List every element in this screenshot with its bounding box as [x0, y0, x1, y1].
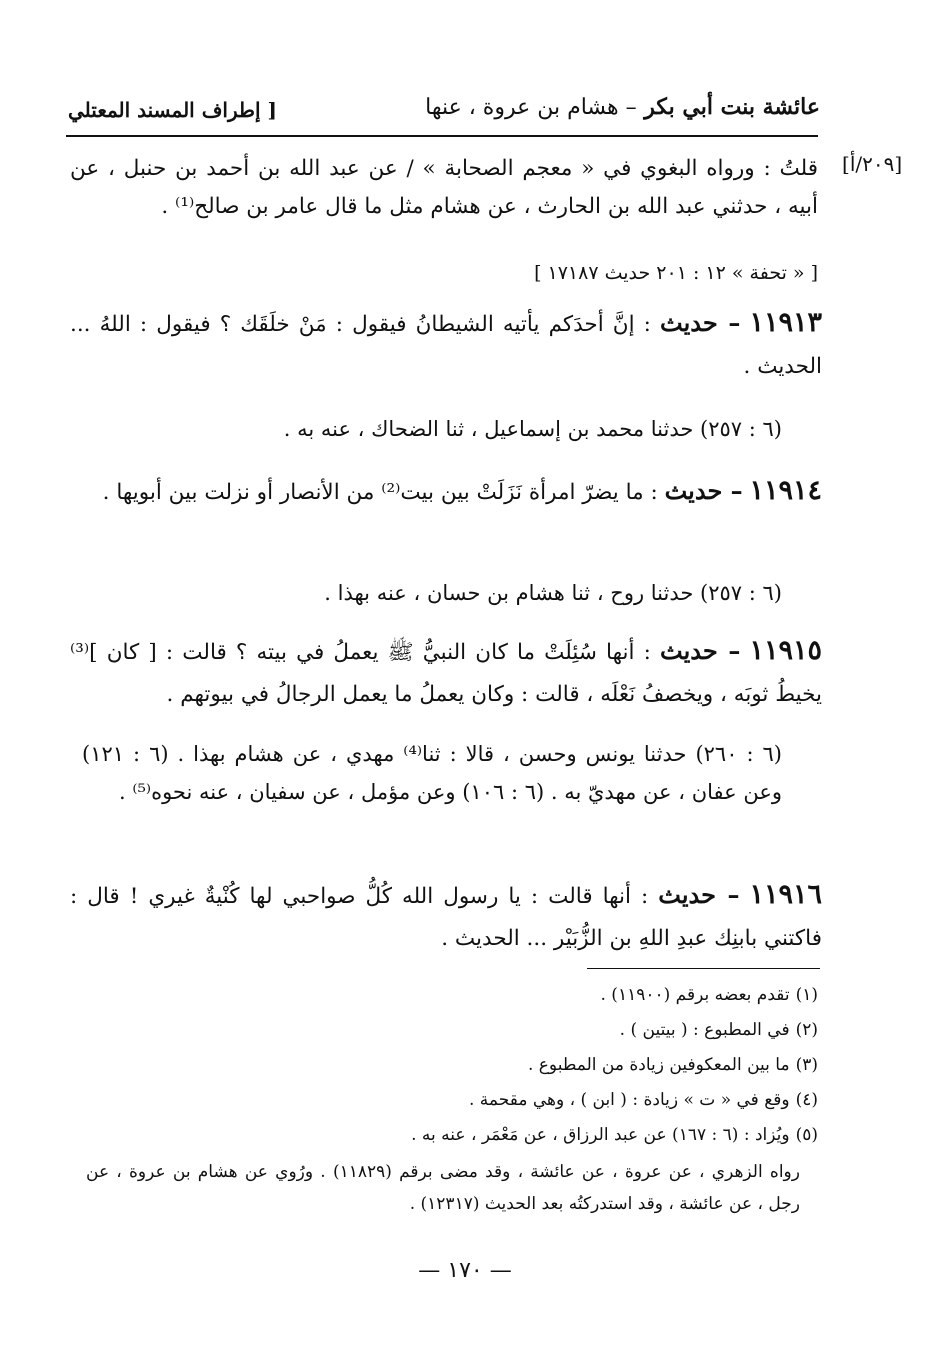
hadith-text: : ما يضرّ امرأة نَزَلَتْ بين بيت⁽²⁾ من الأنصار أو نزلت بين أبويها .: [102, 480, 658, 505]
tuhfa-reference: [ « تحفة » ١٢ : ٢٠١ حديث ١٧١٨٧ ]: [534, 262, 818, 284]
header-title-rest: – هشام بن عروة ، عنها: [425, 95, 637, 120]
hadith-entry: [70, 630, 822, 716]
footnote-text: ما بين المعكوفين زيادة من المطبوع .: [527, 1055, 790, 1075]
footnote-number: (٣): [795, 1055, 818, 1075]
hadith-text: : إنَّ أحدَكم يأتيه الشيطانُ فيقول : مَنْ خلَقَك ؟ فيقول : اللهُ ... الحديث .: [70, 312, 822, 379]
hadith-label: – حديث: [664, 476, 743, 505]
running-header-left: [ إطراف المسند المعتلي: [68, 98, 277, 122]
header-divider: [66, 135, 818, 137]
footnote-number: (٥): [795, 1125, 818, 1145]
footnotes: [411, 978, 818, 1153]
hadith-number: ١١٩١٣: [749, 307, 822, 338]
hadith-isnad: (٦ : ٢٦٠) حدثنا يونس وحسن ، قالا : ثنا⁽⁴⁾ مهدي ، عن هشام بهذا . (٦ : ١٢١) وعن عفان ، عن مهديّ به . (٦ : ١٠٦) وعن مؤمل ، عن سفيان ، عنه نحوه⁽⁵⁾ .: [82, 742, 782, 804]
paragraph-note: قلتُ : ورواه البغوي في « معجم الصحابة » / عن عبد الله بن أحمد بن حنبل ، عن أبيه ، حدثني عبد الله بن الحارث ، عن هشام مثل ما قال عامر بن صالح⁽¹⁾ .: [70, 156, 818, 219]
hadith-text: : أنها قالت : يا رسول الله كُلُّ صواحبي لها كُنْيةٌ غيري ! قال : فاكتني بابنِك عبدِ اللهِ بن الزُّبَيْر ... الحديث .: [70, 884, 822, 951]
footnote-text: ويُزاد : (٦ : ١٦٧) عن عبد الرزاق ، عن مَعْمَر ، عنه به .: [411, 1125, 790, 1145]
header-title-bold: عائشة بنت أبي بكر: [644, 94, 820, 120]
hadith-number: ١١٩١٦: [749, 879, 822, 910]
hadith-label: – حديث: [660, 636, 741, 665]
footnote-number: (٢): [795, 1020, 818, 1040]
footnote-text: في المطبوع : ( بيتين ) .: [619, 1020, 790, 1040]
hadith-entry: [70, 470, 822, 514]
footnote-number: (١): [795, 985, 818, 1005]
footnote-item: [411, 1083, 818, 1118]
footnote-text: وقع في « ت » زيادة : ( ابن ) ، وهي مقحمة .: [469, 1090, 790, 1110]
hadith-number: ١١٩١٤: [749, 475, 822, 506]
page-number: — ١٧٠ —: [418, 1258, 512, 1283]
footnote-item: [411, 1013, 818, 1048]
hadith-number: ١١٩١٥: [749, 635, 822, 666]
hadith-label: – حديث: [658, 880, 740, 909]
footnote-item: [411, 1048, 818, 1083]
footnote-text: تقدم بعضه برقم (١١٩٠٠) .: [600, 985, 790, 1005]
hadith-isnad: (٦ : ٢٥٧) حدثنا محمد بن إسماعيل ، ثنا الضحاك ، عنه به .: [283, 417, 782, 441]
footnote-divider: [587, 968, 820, 969]
hadith-text: : أنها سُئِلَتْ ما كان النبيُّ ﷺ يعملُ في بيته ؟ قالت : [ كان ]⁽³⁾ يخيطُ ثوبَه ، ويخصفُ نَعْلَه ، قالت : وكان يعملُ ما يعمل الرجالُ في بيوتهم .: [70, 640, 822, 707]
running-header-right: [425, 94, 820, 120]
hadith-entry: [70, 302, 822, 388]
hadith-label: – حديث: [660, 308, 741, 337]
footnote-continuation: رواه الزهري ، عن عروة ، عن عائشة ، وقد مضى برقم (١١٨٢٩) . ورُوي عن هشام بن عروة ، عن رجل ، عن عائشة ، وقد استدركتُه بعد الحديث (١٢٣١٧) .: [86, 1162, 800, 1214]
hadith-entry: [70, 874, 822, 960]
hadith-isnad: (٦ : ٢٥٧) حدثنا روح ، ثنا هشام بن حسان ، عنه بهذا .: [324, 581, 782, 605]
manuscript-folio-reference: [٢٠٩/أ]: [842, 152, 903, 176]
footnote-number: (٤): [795, 1090, 818, 1110]
footnote-item: [411, 1118, 818, 1153]
footnote-item: [411, 978, 818, 1013]
